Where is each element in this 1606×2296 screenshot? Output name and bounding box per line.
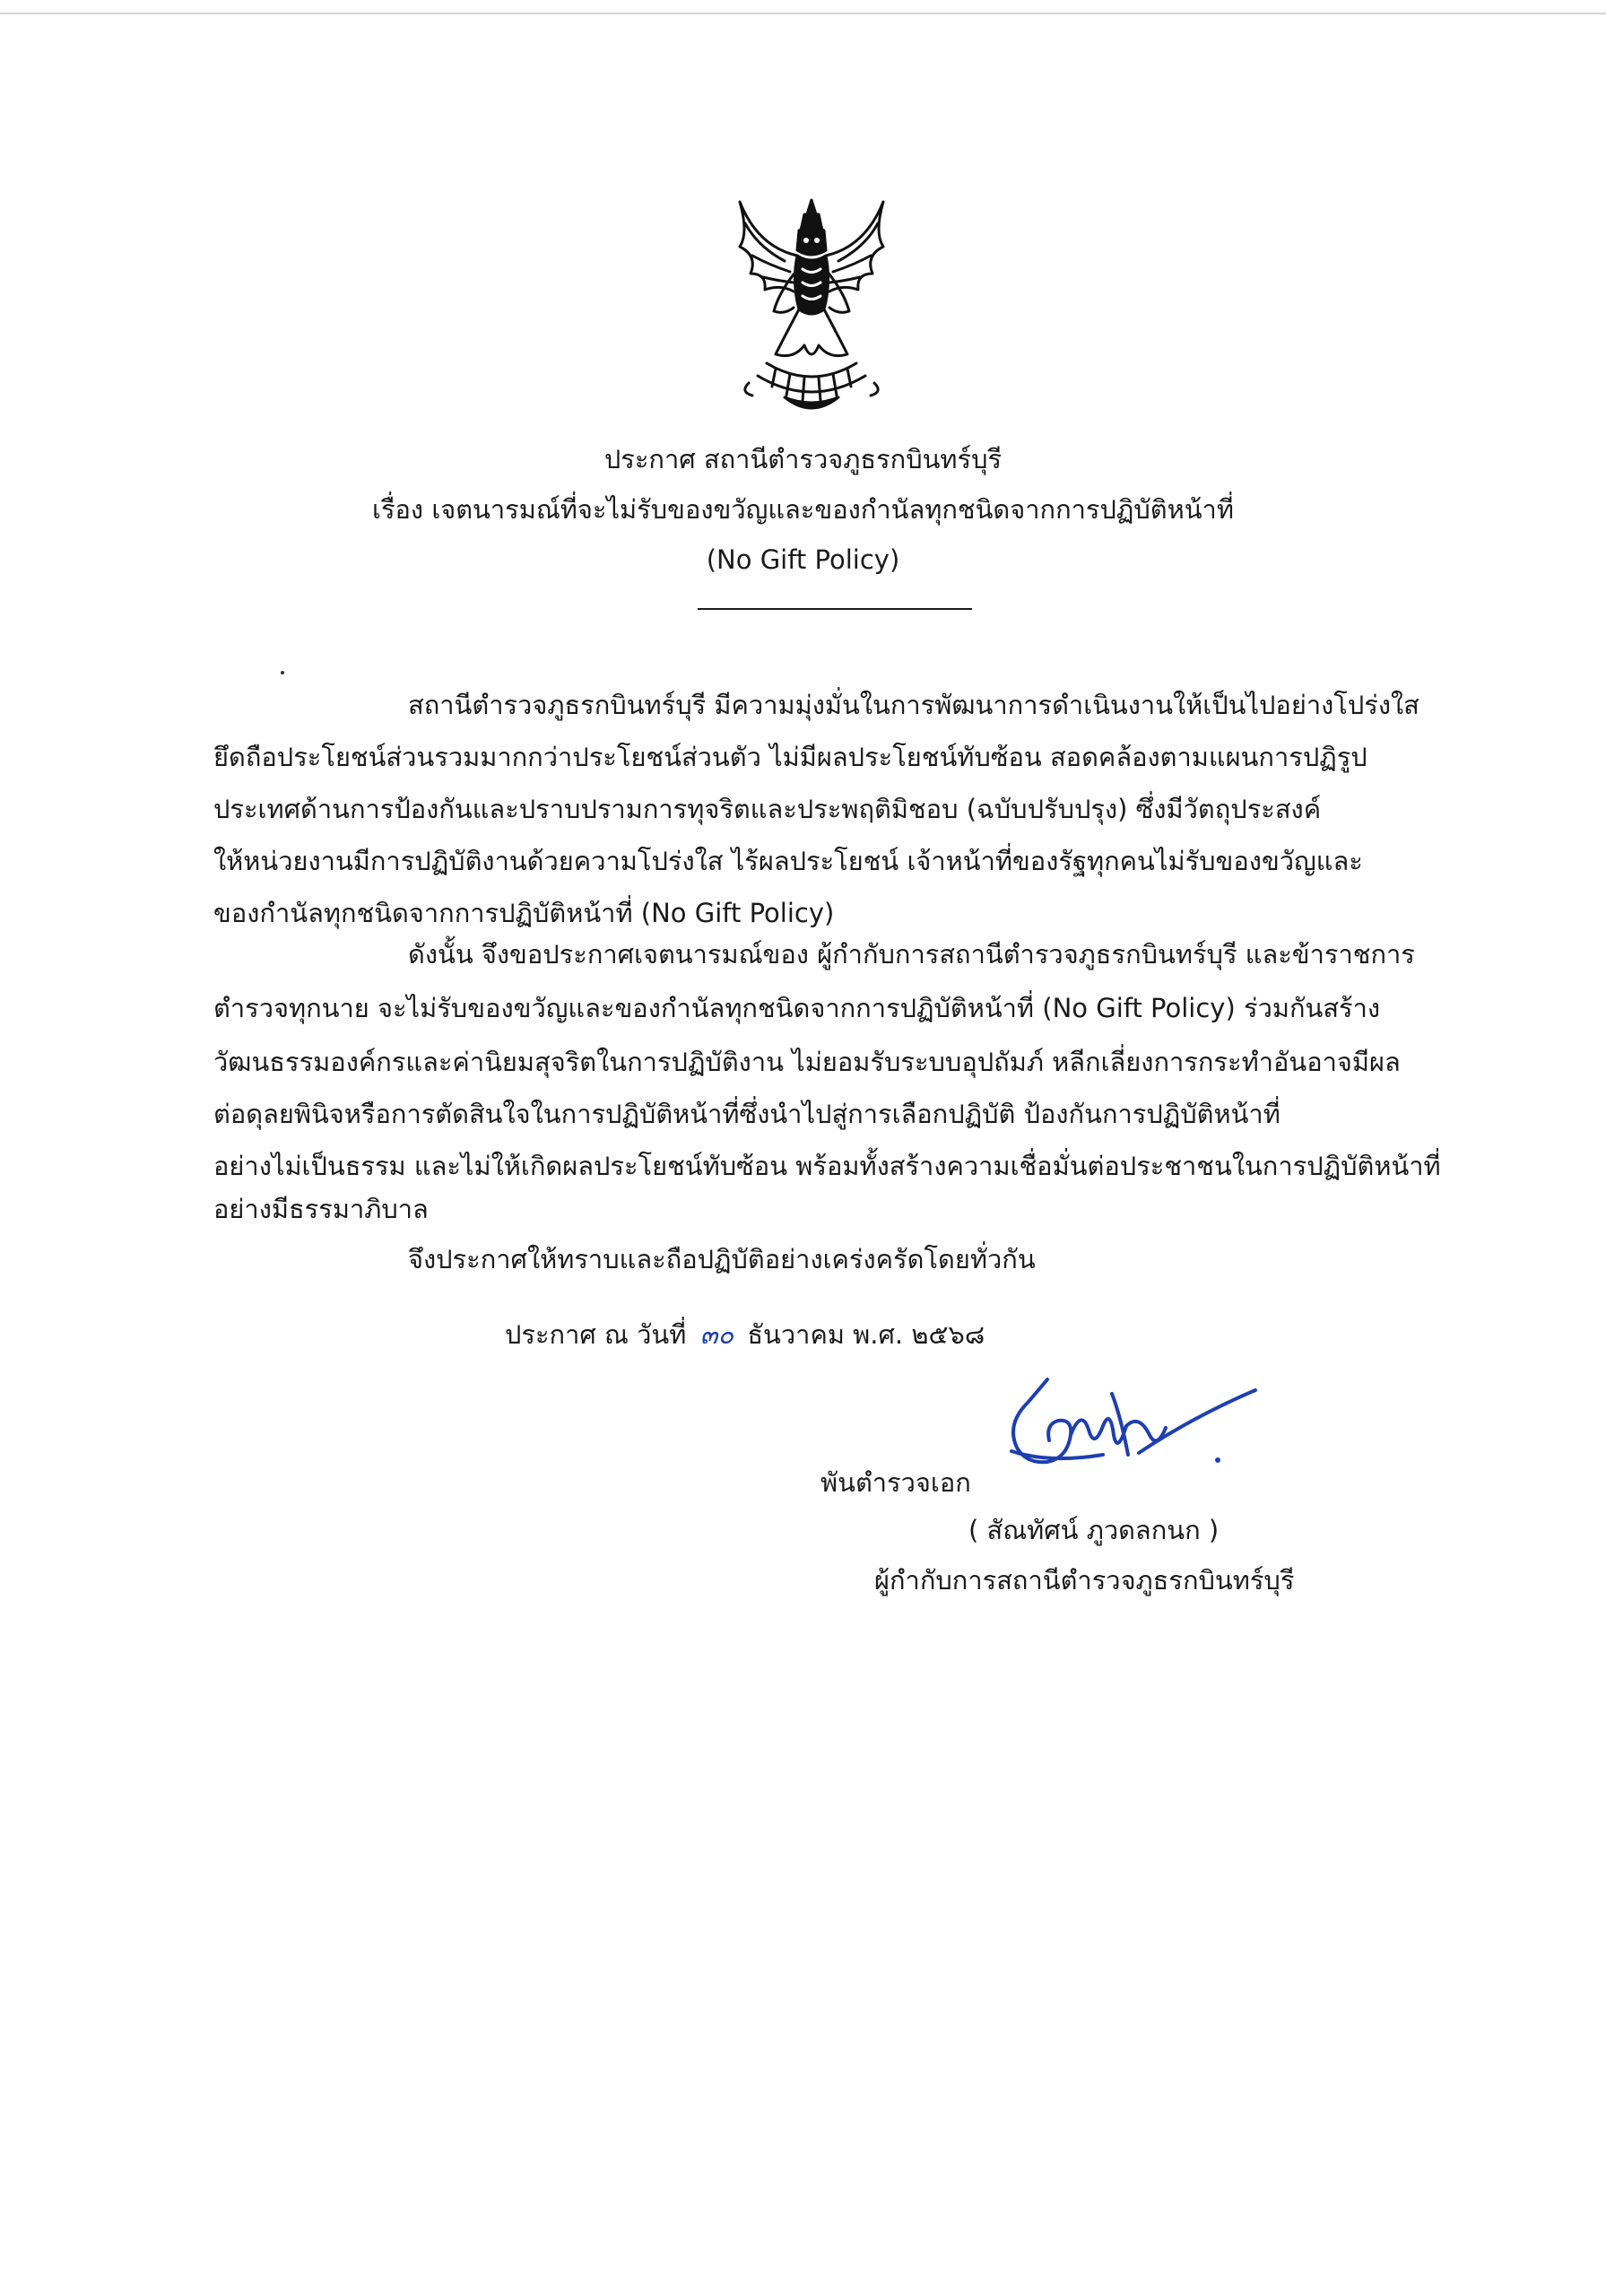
scan-speck xyxy=(281,671,284,674)
date-prefix: ประกาศ ณ วันที่ xyxy=(505,1319,687,1350)
paragraph-2-line-6: อย่างมีธรรมาภิบาล xyxy=(213,1194,429,1224)
paragraph-3: จึงประกาศให้ทราบและถือปฏิบัติอย่างเคร่งครัดโดยทั่วกัน xyxy=(408,1244,1036,1274)
paragraph-2-line-2: ตำรวจทุกนาย จะไม่รับของขวัญและของกำนัลทุกชนิดจากการปฏิบัติหน้าที่ (No Gift Policy) ร่วมกันสร้าง xyxy=(213,993,1381,1023)
announcement-title: ประกาศ สถานีตำรวจภูธรกบินทร์บุรี xyxy=(603,444,1003,474)
signatory-position: ผู้กำกับการสถานีตำรวจภูธรกบินทร์บุรี xyxy=(874,1565,1295,1596)
announcement-subject: เรื่อง เจตนารมณ์ที่จะไม่รับของขวัญและของกำนัลทุกชนิดจากการปฏิบัติหน้าที่ xyxy=(372,494,1234,525)
paragraph-1-line-2: ยึดถือประโยชน์ส่วนรวมมากกว่าประโยชน์ส่วนตัว ไม่มีผลประโยชน์ทับซ้อน สอดคล้องตามแผนการปฏิรูป xyxy=(213,742,1367,772)
announcement-date xyxy=(505,1309,1133,1360)
scan-top-edge xyxy=(0,13,1606,14)
paragraph-2-line-1: ดังนั้น จึงขอประกาศเจตนารมณ์ของ ผู้กำกับการสถานีตำรวจภูธรกบินทร์บุรี และข้าราชการ xyxy=(408,939,1415,970)
date-day: ๓๐ xyxy=(699,1319,734,1350)
paragraph-2-line-4: ต่อดุลยพินิจหรือการตัดสินใจในการปฏิบัติหน้าที่ซึ่งนำไปสู่การเลือกปฏิบัติ ป้องกันการปฏิบัติหน้าที่ xyxy=(213,1099,1280,1129)
paragraph-1-line-1: สถานีตำรวจภูธรกบินทร์บุรี มีความมุ่งมั่นในการพัฒนาการดำเนินงานให้เป็นไปอย่างโปร่งใส xyxy=(408,690,1419,720)
announcement-subtitle: (No Gift Policy) xyxy=(706,544,900,575)
paragraph-1-line-5: ของกำนัลทุกชนิดจากการปฏิบัติหน้าที่ (No Gift Policy) xyxy=(213,898,835,928)
paragraph-2-line-5: อย่างไม่เป็นธรรม และไม่ให้เกิดผลประโยชน์ทับซ้อน พร้อมทั้งสร้างความเชื่อมั่นต่อประชาชนในการปฏิบัติหน้าที่ xyxy=(213,1151,1441,1181)
signatory-rank: พันตำรวจเอก xyxy=(820,1467,971,1498)
date-rest: ธันวาคม พ.ศ. ๒๕๖๘ xyxy=(747,1319,985,1350)
paragraph-1-line-4: ให้หน่วยงานมีการปฏิบัติงานด้วยความโปร่งใส ไร้ผลประโยชน์ เจ้าหน้าที่ของรัฐทุกคนไม่รับของขวัญและ xyxy=(213,846,1363,876)
paragraph-1-line-3: ประเทศด้านการป้องกันและปราบปรามการทุจริตและประพฤติมิชอบ (ฉบับปรับปรุง) ซึ่งมีวัตถุประสงค์ xyxy=(213,794,1322,824)
signatory-name: ( สัณทัศน์ ภูวดลกนก ) xyxy=(968,1515,1220,1545)
garuda-emblem-icon xyxy=(722,184,901,422)
paragraph-2-line-3: วัฒนธรรมองค์กรและค่านิยมสุจริตในการปฏิบัติงาน ไม่ยอมรับระบบอุปถัมภ์ หลีกเลี่ยงการกระทำอันอาจมีผล xyxy=(213,1047,1401,1077)
title-underline xyxy=(698,608,972,610)
